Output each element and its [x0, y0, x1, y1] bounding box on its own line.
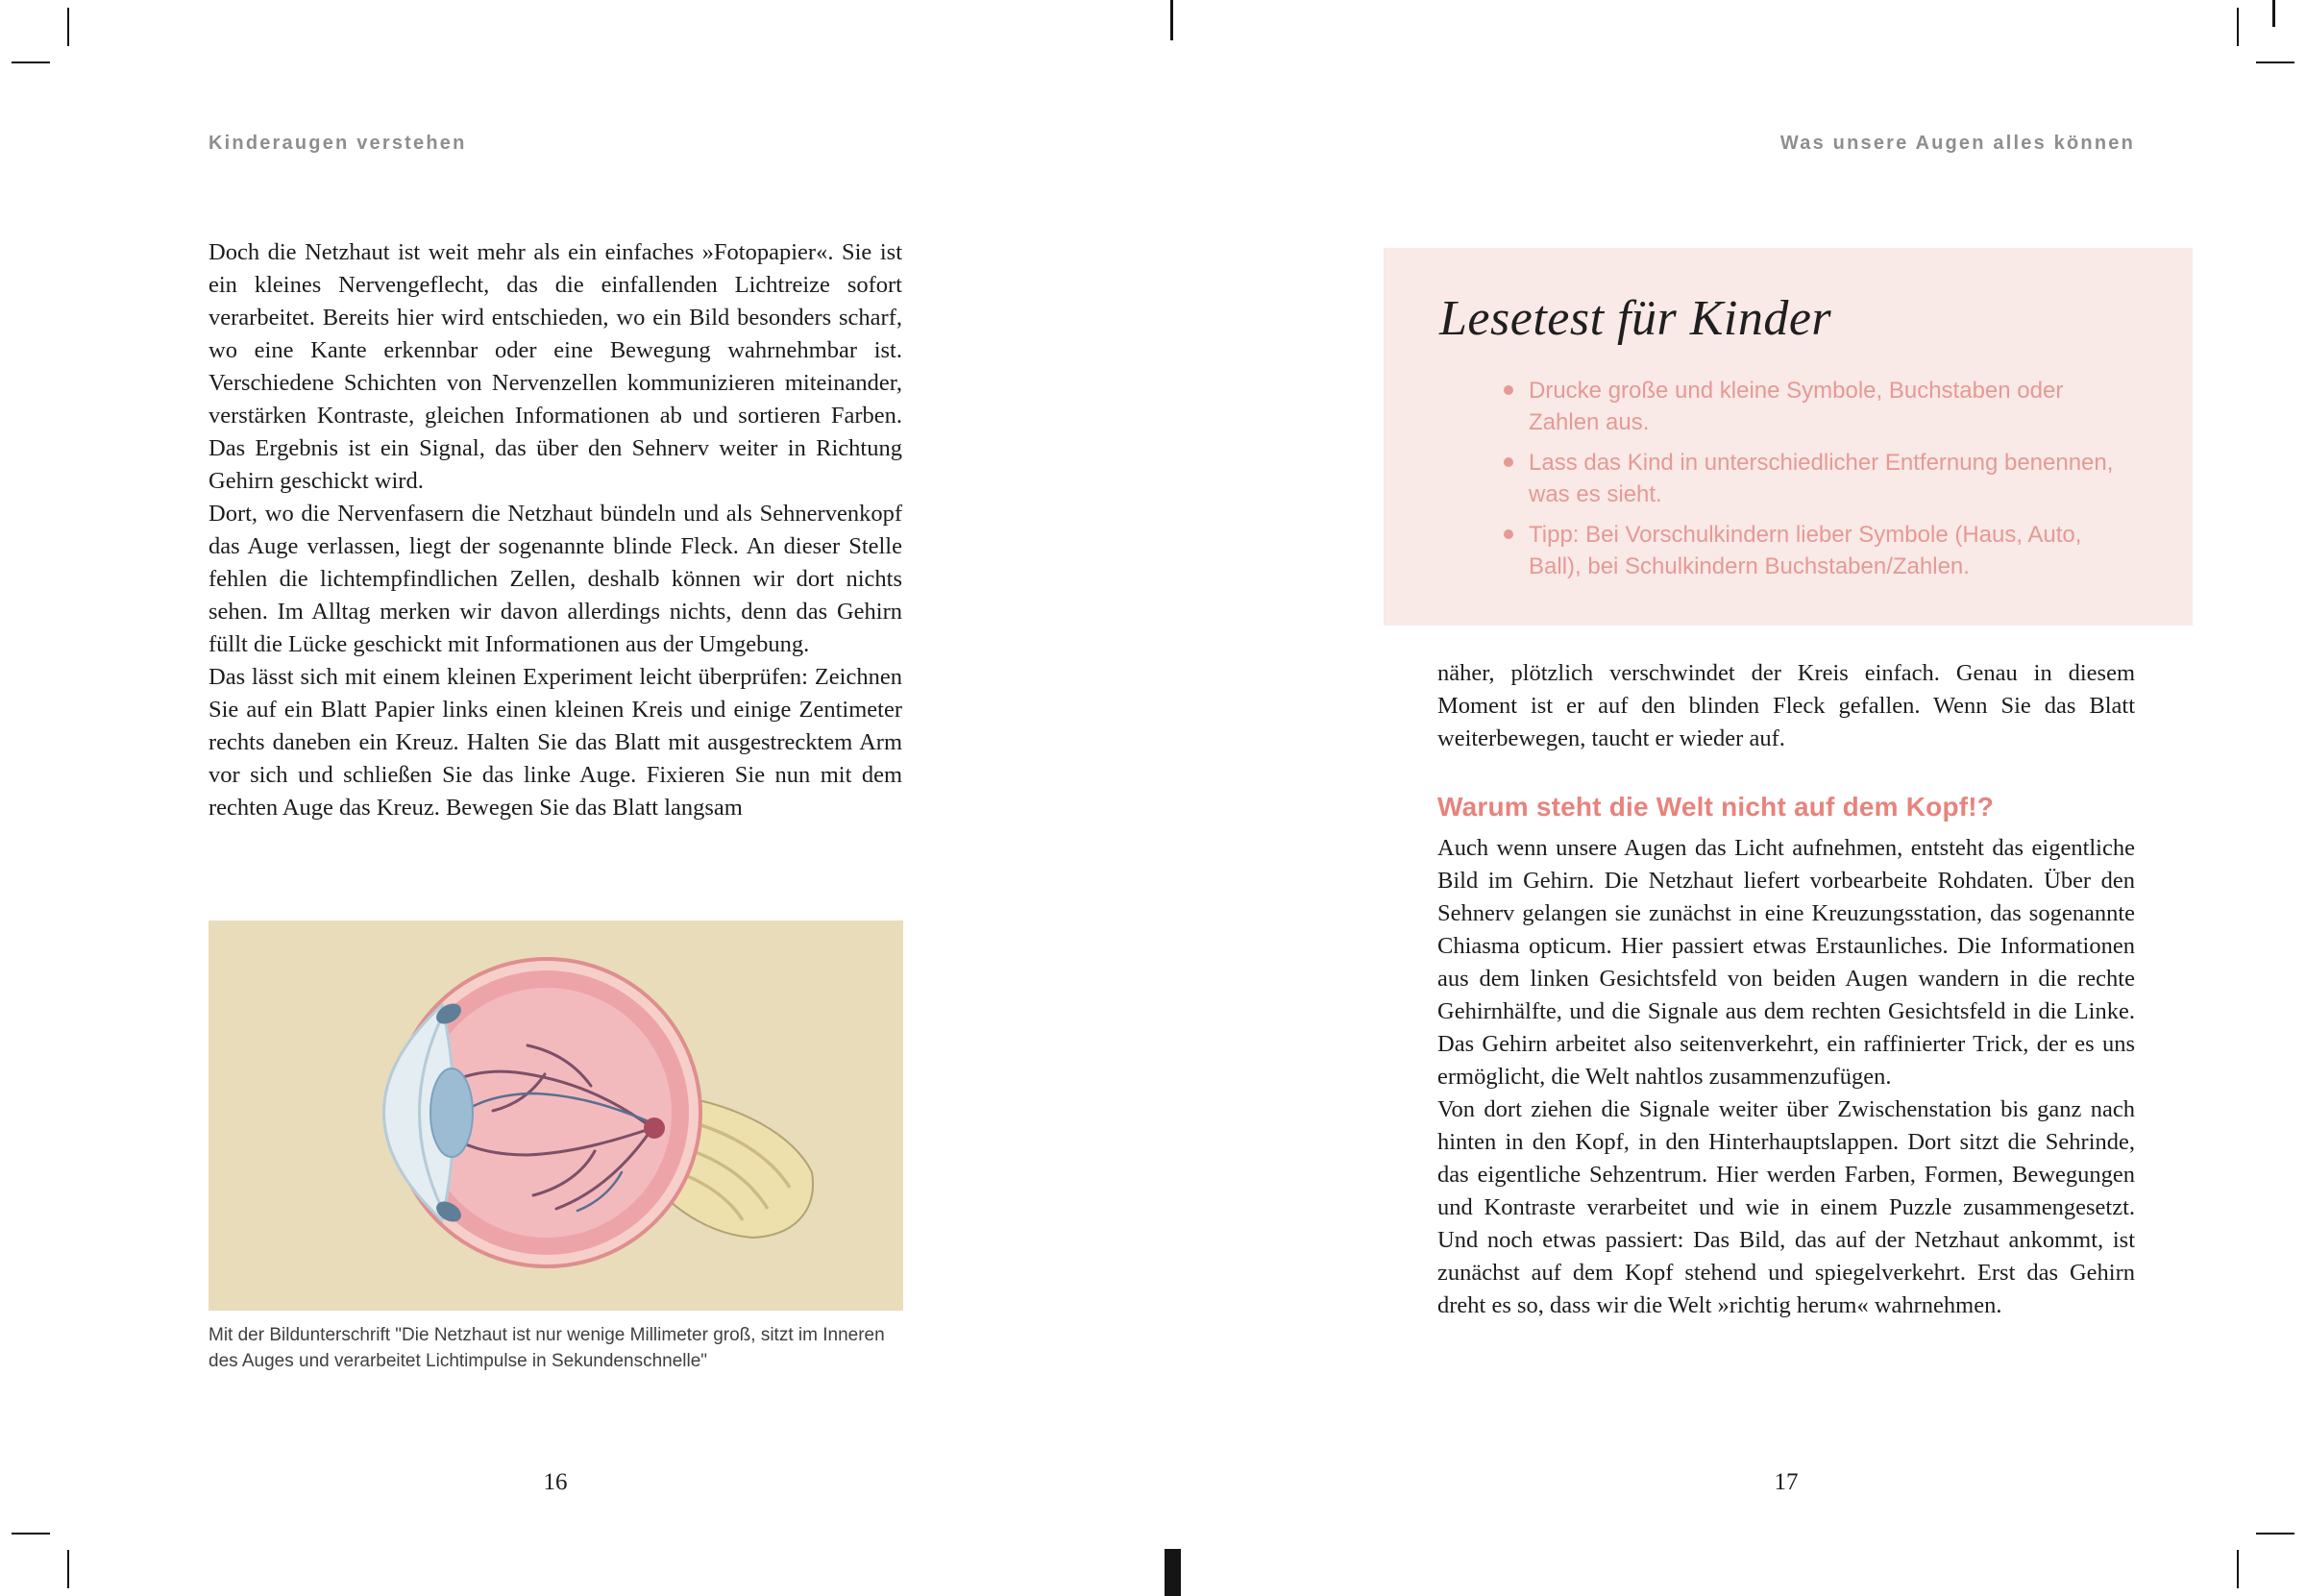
body-paragraph: Das lässt sich mit einem kleinen Experiment leicht überprüfen: Zeichnen Sie auf ein Blatt Papier links einen kleinen Kreis und einige Zentimeter rechts daneben ein Kreuz. Halten Sie das Blatt mit ausgestrecktem Arm vor sich und schließen Sie das linke Auge. Fixieren Sie nun mit dem rechten Auge das Kreuz. Bewegen Sie das Blatt langsam	[209, 664, 902, 821]
info-box-title: Lesetest für Kinder	[1439, 291, 1832, 346]
info-box-bullet: Drucke große und kleine Symbole, Buchstaben oder Zahlen aus.	[1504, 375, 2131, 438]
info-box-bullet: Lass das Kind in unterschiedlicher Entfernung benennen, was es sieht.	[1504, 447, 2131, 510]
crop-mark	[2272, 0, 2275, 27]
page-number-left: 16	[543, 1469, 568, 1495]
fold-bar-mark	[1165, 1549, 1181, 1596]
section-subheading: Warum steht die Welt nicht auf dem Kopf!?	[1437, 792, 1995, 822]
running-header-left: Kinderaugen verstehen	[209, 133, 467, 154]
body-paragraph: Dort, wo die Nervenfasern die Netzhaut bündeln und als Sehnervenkopf das Auge verlassen, liegt der sogenannte blinde Fleck. An dieser Stelle fehlen die lichtempfindlichen Zellen, deshalb können wir dort nichts sehen. Im Alltag merken wir davon allerdings nichts, denn das Gehirn füllt die Lücke geschickt mit Informationen aus der Umgebung.	[209, 501, 902, 657]
body-paragraph: Doch die Netzhaut ist weit mehr als ein einfaches »Fotopapier«. Sie ist ein kleines Nervengeflecht, das die einfallenden Lichtreize sofort verarbeitet. Bereits hier wird entschieden, wo ein Bild besonders scharf, wo eine Kante erkennbar oder eine Bewegung wahrnehmbar ist. Verschiedene Schichten von Nervenzellen kommunizieren miteinander, verstärken Kontraste, gleichen Informationen ab und sortieren Farben. Das Ergebnis ist ein Signal, das über den Sehnerv weiter in Richtung Gehirn geschickt wird.	[209, 239, 902, 494]
info-box-bullet: Tipp: Bei Vorschulkindern lieber Symbole (Haus, Auto, Ball), bei Schulkindern Buchstaben/Zahlen.	[1504, 519, 2131, 582]
left-text-column	[209, 236, 902, 824]
page-number-right: 17	[1774, 1469, 1799, 1495]
running-header-right: Was unsere Augen alles können	[1779, 133, 2135, 154]
crop-mark	[67, 1550, 69, 1588]
optic-disc	[644, 1117, 665, 1139]
crop-mark	[2237, 8, 2239, 46]
crop-mark	[2237, 1550, 2239, 1588]
body-paragraph: Auch wenn unsere Augen das Licht aufnehmen, entsteht das eigentliche Bild im Gehirn. Die Netzhaut liefert vorbearbeite Rohdaten. Über den Sehnerv gelangen sie zunächst in eine Kreuzungsstation, das sogenannte Chiasma opticum. Hier passiert etwas Erstaunliches. Die Informationen aus dem linken Gesichtsfeld von beiden Augen wandern in die rechte Gehirnhälfte, und die Signale aus dem rechten Gesichtsfeld in die Linke. Das Gehirn arbeitet also seitenverkehrt, ein raffinierter Trick, der es uns ermöglicht, die Welt nahtlos zusammenzufügen.	[1437, 835, 2135, 1090]
info-box-list	[1439, 375, 2131, 582]
crop-mark	[12, 1533, 50, 1535]
info-box	[1384, 248, 2193, 626]
crop-mark	[67, 8, 69, 46]
right-text-column	[1437, 657, 2135, 1322]
body-paragraph: näher, plötzlich verschwindet der Kreis einfach. Genau in diesem Moment ist er auf den blinden Fleck gefallen. Wenn Sie das Blatt weiterbewegen, taucht er wieder auf.	[1437, 660, 2135, 751]
eye-cross-section-illustration	[209, 921, 903, 1311]
fold-mark	[1170, 0, 1173, 40]
figure-caption: Mit der Bildunterschrift "Die Netzhaut ist nur wenige Millimeter groß, sitzt im Inneren des Auges und verarbeitet Lichtimpulse in Sekundenschnelle"	[209, 1325, 885, 1371]
eye-illustration-svg	[209, 921, 903, 1311]
crop-mark	[2256, 1533, 2294, 1535]
body-paragraph: Von dort ziehen die Signale weiter über Zwischenstation bis ganz nach hinten in den Kopf, in den Hinterhauptslappen. Dort sitzt die Sehrinde, das eigentliche Sehzentrum. Hier werden Farben, Formen, Bewegungen und Kontraste verarbeitet und wie in einem Puzzle zusammengesetzt. Und noch etwas passiert: Das Bild, das auf der Netzhaut ankommt, ist zunächst auf dem Kopf stehend und spiegelverkehrt. Erst das Gehirn dreht es so, dass wir die Welt »richtig herum« wahrnehmen.	[1437, 1096, 2135, 1318]
crop-mark	[2256, 61, 2294, 63]
crop-mark	[12, 61, 50, 63]
